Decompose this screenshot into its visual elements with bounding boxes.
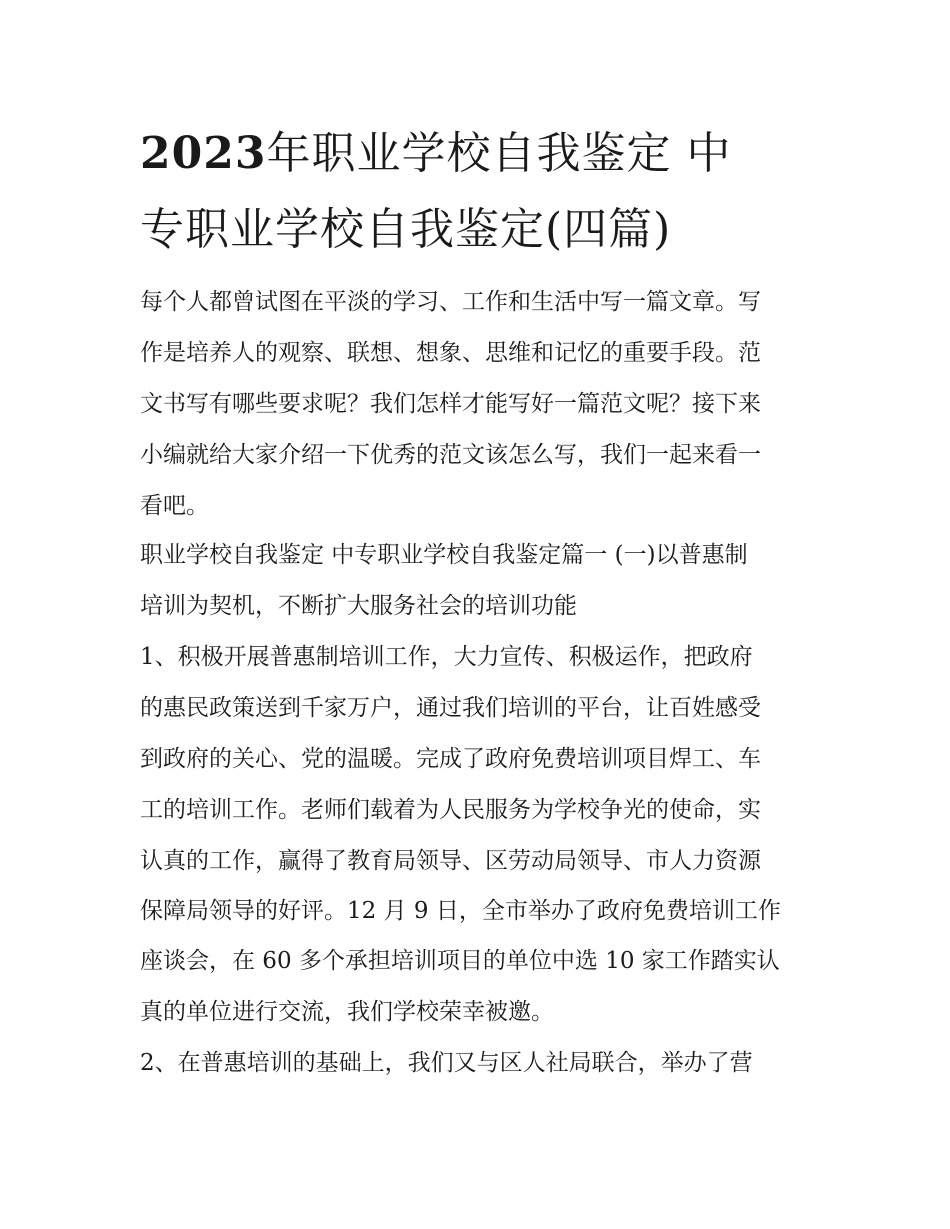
title-text: 年职业学校自我鉴定 中 — [266, 128, 732, 179]
body-line: 认真的工作，赢得了教育局领导、区劳动局领导、市人力资源 — [140, 848, 761, 874]
title-text: 专职业学校自我鉴定(四篇) — [140, 204, 672, 255]
title-line-2 — [140, 192, 820, 268]
body-line: 看吧。 — [140, 493, 209, 519]
section-heading-line: 职业学校自我鉴定 中专职业学校自我鉴定篇一 (一)以普惠制 — [140, 542, 748, 568]
body-line: 小编就给大家介绍一下优秀的范文该怎么写，我们一起来看一 — [140, 442, 761, 468]
body-line: 到政府的关心、党的温暖。完成了政府免费培训项目焊工、车 — [140, 746, 761, 772]
body-line: 真的单位进行交流，我们学校荣幸被邀。 — [140, 999, 554, 1025]
body-line: 2、在普惠培训的基础上，我们又与区人社局联合，举办了营 — [140, 1050, 753, 1076]
body-line: 1、积极开展普惠制培训工作，大力宣传、积极运作，把政府 — [140, 644, 753, 670]
title-line-1 — [140, 116, 820, 192]
body-line: 的惠民政策送到千家万户，通过我们培训的平台，让百姓感受 — [140, 695, 761, 721]
body-line: 作是培养人的观察、联想、想象、思维和记忆的重要手段。范 — [140, 340, 761, 366]
body-line: 文书写有哪些要求呢？我们怎样才能写好一篇范文呢？接下来 — [140, 391, 761, 417]
body-line: 座谈会，在 60 多个承担培训项目的单位中选 10 家工作踏实认 — [140, 948, 780, 974]
body-line: 每个人都曾试图在平淡的学习、工作和生活中写一篇文章。写 — [140, 289, 761, 315]
body-line: 工的培训工作。老师们载着为人民服务为学校争光的使命，实 — [140, 797, 761, 823]
section-heading-line: 培训为契机，不断扩大服务社会的培训功能 — [140, 593, 577, 619]
body-line: 保障局领导的好评。12 月 9 日，全市举办了政府免费培训工作 — [140, 898, 781, 924]
document-title — [140, 116, 820, 268]
title-year: 2023 — [140, 128, 267, 179]
